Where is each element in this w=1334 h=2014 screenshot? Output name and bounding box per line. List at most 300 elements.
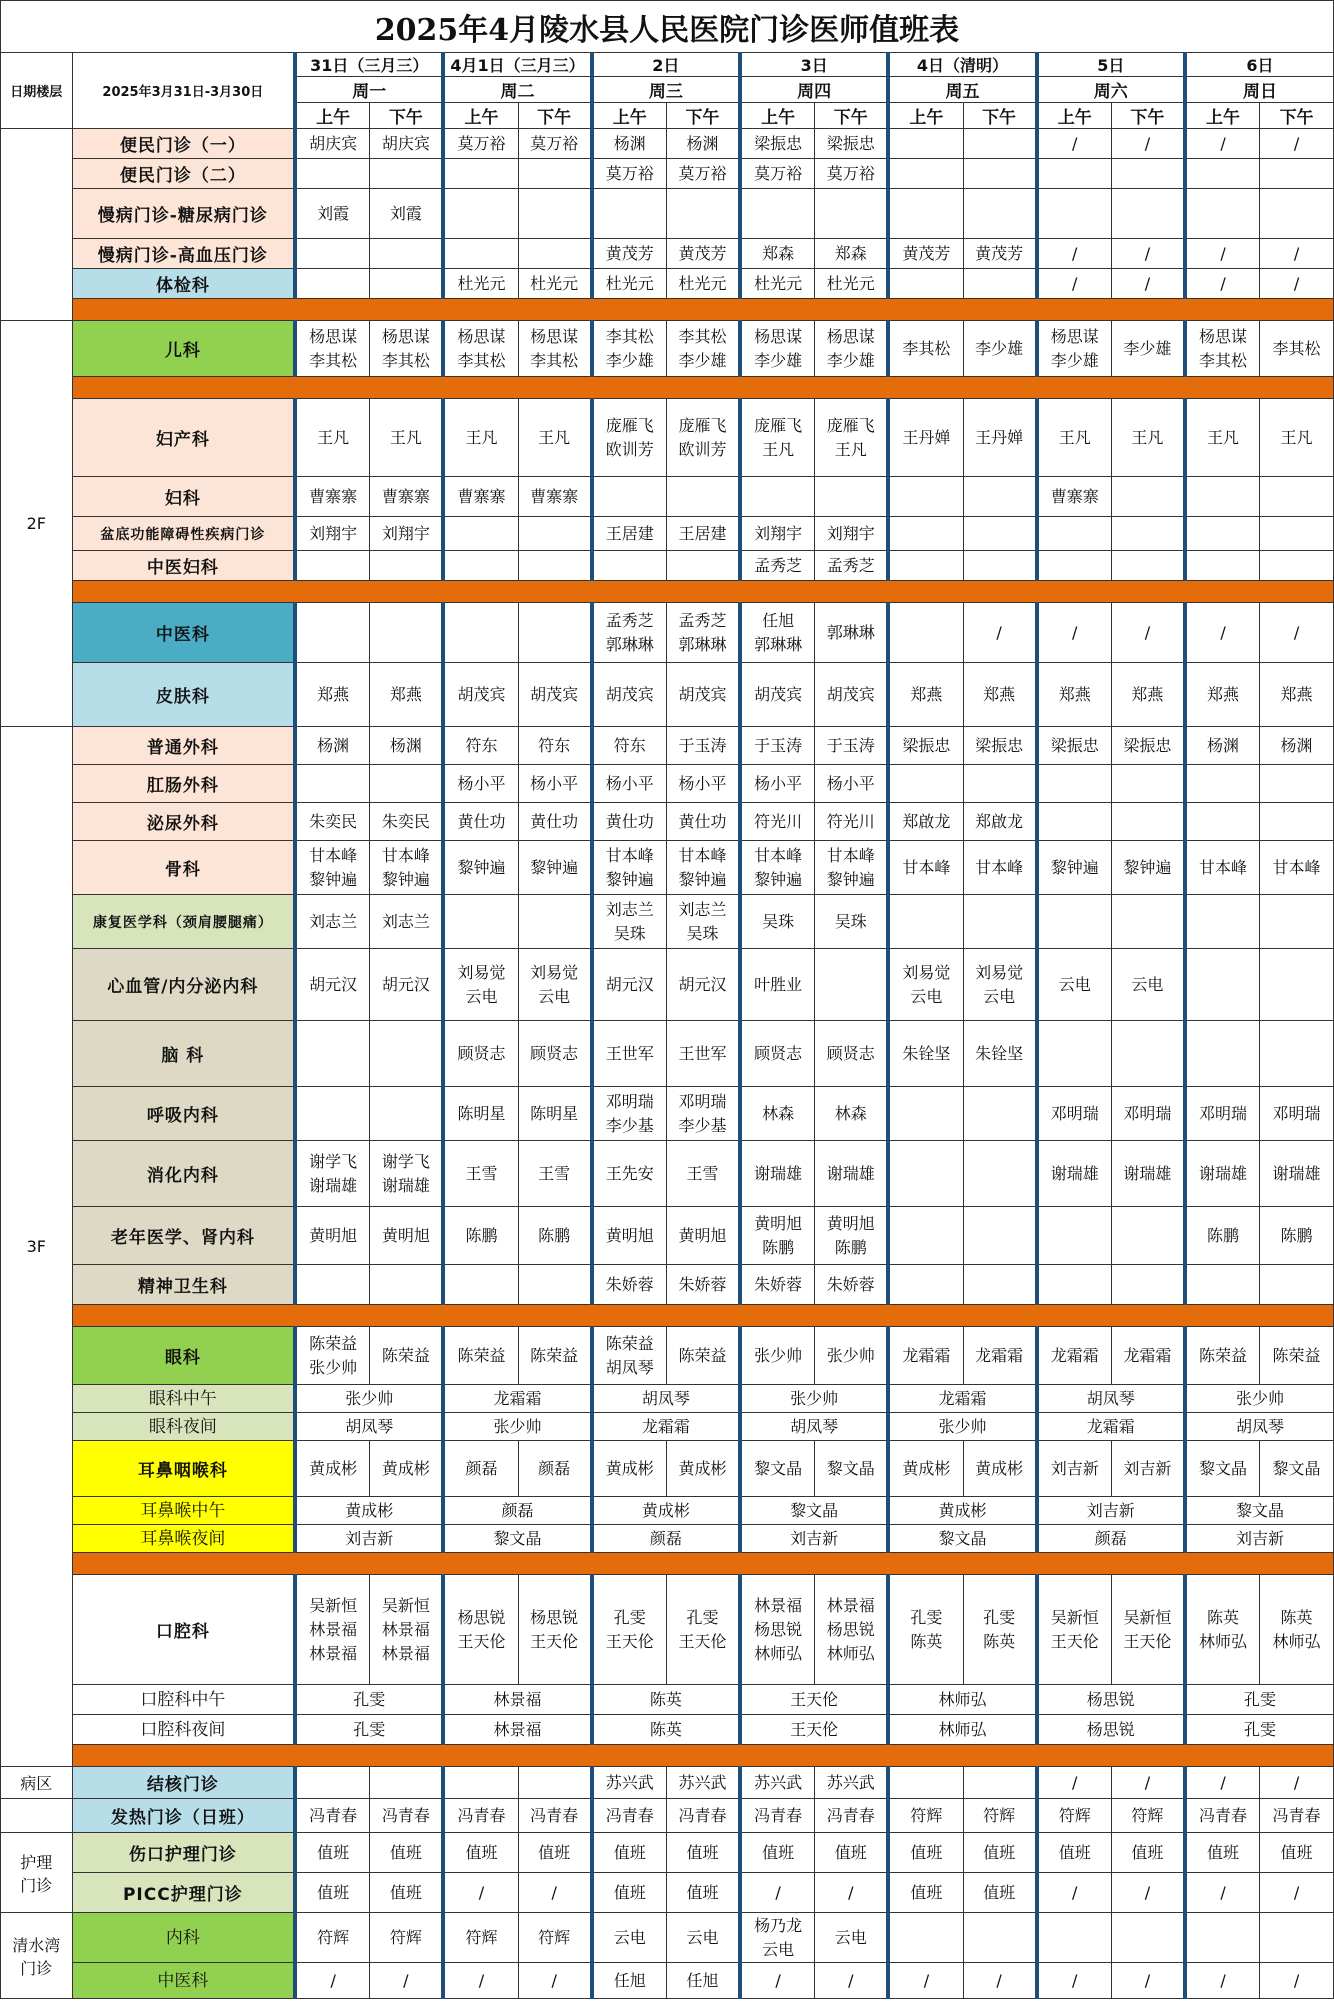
duty-cell: 孔雯 — [1185, 1685, 1334, 1715]
duty-cell — [443, 551, 518, 581]
duty-cell: 朱奕民 — [295, 803, 370, 841]
duty-cell: 值班 — [295, 1873, 370, 1913]
duty-cell: 龙霜霜 — [888, 1385, 1036, 1413]
duty-cell: 黄明旭 陈鹏 — [740, 1207, 815, 1265]
duty-cell: 杨渊 — [370, 727, 444, 765]
duty-cell — [1037, 1265, 1112, 1305]
day-date: 6日 — [1185, 53, 1334, 77]
department-label: 结核门诊 — [72, 1767, 295, 1799]
duty-cell — [370, 1767, 444, 1799]
duty-cell: 张少帅 — [815, 1327, 889, 1385]
duty-cell: 符东 — [443, 727, 518, 765]
duty-cell: 值班 — [888, 1873, 963, 1913]
duty-cell: 孟秀芝 — [740, 551, 815, 581]
duty-cell: 冯青春 — [370, 1799, 444, 1833]
duty-cell — [295, 159, 370, 189]
duty-cell: 冯青春 — [592, 1799, 667, 1833]
duty-cell: 胡庆宾 — [370, 129, 444, 159]
duty-cell: 刘易觉 云电 — [963, 949, 1037, 1021]
duty-cell — [888, 1141, 963, 1207]
duty-cell — [1260, 765, 1334, 803]
duty-cell: 郑燕 — [963, 663, 1037, 727]
duty-cell: 于玉涛 — [740, 727, 815, 765]
am-header: 上午 — [1037, 103, 1112, 129]
duty-cell: 林景福 — [443, 1715, 591, 1745]
duty-cell: 杨小平 — [443, 765, 518, 803]
duty-cell: 陈明星 — [443, 1087, 518, 1141]
duty-cell: 胡元汉 — [295, 949, 370, 1021]
duty-cell: 王天伦 — [740, 1685, 888, 1715]
duty-cell: 吴珠 — [815, 895, 889, 949]
duty-cell — [370, 159, 444, 189]
duty-cell: 谢瑞雄 — [1111, 1141, 1185, 1207]
duty-cell: 于玉涛 — [666, 727, 740, 765]
duty-cell: 谢瑞雄 — [815, 1141, 889, 1207]
duty-cell: 黎钟遍 — [443, 841, 518, 895]
duty-cell: 颜磊 — [592, 1525, 740, 1553]
duty-cell — [295, 269, 370, 299]
corner-label: 日期楼层 — [1, 53, 73, 129]
duty-cell — [666, 551, 740, 581]
duty-cell: 值班 — [370, 1833, 444, 1873]
duty-cell: 胡庆宾 — [295, 129, 370, 159]
duty-cell — [443, 895, 518, 949]
duty-cell: 黄茂芳 — [888, 239, 963, 269]
duty-cell: / — [963, 603, 1037, 663]
duty-cell — [518, 603, 592, 663]
duty-cell: / — [1037, 1873, 1112, 1913]
duty-cell: 甘本峰 黎钟遍 — [815, 841, 889, 895]
duty-cell: 甘本峰 黎钟遍 — [666, 841, 740, 895]
duty-cell: 杜光元 — [592, 269, 667, 299]
department-label: 皮肤科 — [72, 663, 295, 727]
duty-cell: 李少雄 — [963, 321, 1037, 377]
duty-cell: / — [1111, 1873, 1185, 1913]
duty-cell: 郑燕 — [295, 663, 370, 727]
duty-cell: 陈鹏 — [443, 1207, 518, 1265]
duty-cell: 刘吉新 — [1111, 1441, 1185, 1497]
duty-cell: 刘霞 — [370, 189, 444, 239]
duty-cell: 郑燕 — [1260, 663, 1334, 727]
duty-cell — [295, 603, 370, 663]
duty-cell: / — [1185, 603, 1260, 663]
duty-cell — [370, 1087, 444, 1141]
duty-cell — [888, 1265, 963, 1305]
duty-cell: 黄明旭 — [370, 1207, 444, 1265]
duty-cell: 王居建 — [666, 517, 740, 551]
duty-cell: 刘易觉 云电 — [443, 949, 518, 1021]
duty-cell: 刘志兰 吴珠 — [592, 895, 667, 949]
duty-cell: 杨小平 — [518, 765, 592, 803]
duty-cell: 王雪 — [666, 1141, 740, 1207]
duty-cell: 值班 — [815, 1833, 889, 1873]
duty-cell — [963, 129, 1037, 159]
duty-cell: 任旭 — [666, 1963, 740, 1999]
duty-cell — [1111, 1021, 1185, 1087]
duty-cell: 符东 — [518, 727, 592, 765]
duty-cell: 黎文晶 — [1185, 1441, 1260, 1497]
duty-cell: 王先安 — [592, 1141, 667, 1207]
duty-cell: / — [888, 1963, 963, 1999]
duty-cell: 甘本峰 — [1260, 841, 1334, 895]
department-label: 口腔科夜间 — [72, 1715, 295, 1745]
duty-cell — [295, 1087, 370, 1141]
duty-cell — [518, 239, 592, 269]
duty-cell: 莫万裕 — [518, 129, 592, 159]
duty-cell: 黄仕功 — [443, 803, 518, 841]
duty-cell: 王凡 — [1111, 399, 1185, 477]
weekday-label: 周三 — [592, 77, 740, 103]
duty-cell: 张少帅 — [888, 1413, 1036, 1441]
duty-cell: 云电 — [1111, 949, 1185, 1021]
duty-cell: 张少帅 — [1185, 1385, 1334, 1413]
duty-cell: 胡凤琴 — [740, 1413, 888, 1441]
duty-cell: 值班 — [1037, 1833, 1112, 1873]
duty-cell: / — [1037, 129, 1112, 159]
duty-cell: 梁振忠 — [815, 129, 889, 159]
duty-cell: / — [1111, 129, 1185, 159]
duty-cell: 郑森 — [815, 239, 889, 269]
duty-cell: 胡茂宾 — [443, 663, 518, 727]
duty-cell — [1185, 1913, 1260, 1963]
duty-cell — [592, 189, 667, 239]
duty-cell — [1185, 949, 1260, 1021]
department-label: 脑 科 — [72, 1021, 295, 1087]
duty-cell: 莫万裕 — [443, 129, 518, 159]
duty-cell: 黎文晶 — [1185, 1497, 1334, 1525]
duty-cell: 黄成彬 — [963, 1441, 1037, 1497]
duty-cell — [888, 517, 963, 551]
duty-cell — [963, 551, 1037, 581]
duty-cell — [370, 551, 444, 581]
duty-cell: 郑燕 — [1185, 663, 1260, 727]
duty-cell — [963, 1141, 1037, 1207]
duty-cell: 杨小平 — [592, 765, 667, 803]
duty-cell: 符辉 — [295, 1913, 370, 1963]
floor-label: 护理 门诊 — [1, 1833, 73, 1913]
duty-cell: 杨思谋 李其松 — [518, 321, 592, 377]
weekday-label: 周六 — [1037, 77, 1185, 103]
duty-cell — [963, 1207, 1037, 1265]
duty-cell: 颜磊 — [443, 1441, 518, 1497]
duty-cell: 符东 — [592, 727, 667, 765]
duty-cell: 杜光元 — [666, 269, 740, 299]
duty-cell: 胡茂宾 — [666, 663, 740, 727]
day-date: 4月1日（三月三） — [443, 53, 591, 77]
duty-cell: 朱娇蓉 — [592, 1265, 667, 1305]
department-label: 便民门诊（一） — [72, 129, 295, 159]
duty-cell: 王凡 — [370, 399, 444, 477]
pm-header: 下午 — [518, 103, 592, 129]
department-label: 妇科 — [72, 477, 295, 517]
duty-cell — [443, 159, 518, 189]
duty-cell: 陈荣益 — [443, 1327, 518, 1385]
duty-cell: 刘吉新 — [1037, 1497, 1185, 1525]
duty-cell: 甘本峰 黎钟遍 — [295, 841, 370, 895]
duty-cell: / — [518, 1963, 592, 1999]
duty-cell: 黄成彬 — [295, 1497, 443, 1525]
department-label: 耳鼻喉夜间 — [72, 1525, 295, 1553]
duty-cell: 陈荣益 — [666, 1327, 740, 1385]
duty-cell — [1111, 803, 1185, 841]
duty-cell: 朱娇蓉 — [666, 1265, 740, 1305]
duty-cell — [1185, 477, 1260, 517]
duty-cell: 冯青春 — [1185, 1799, 1260, 1833]
duty-cell: 苏兴武 — [740, 1767, 815, 1799]
duty-cell: 杨思谋 李少雄 — [740, 321, 815, 377]
duty-cell: 王雪 — [518, 1141, 592, 1207]
duty-cell: 黄仕功 — [666, 803, 740, 841]
duty-cell: 杨思谋 李少雄 — [1037, 321, 1112, 377]
duty-cell — [1037, 765, 1112, 803]
duty-cell: / — [1111, 239, 1185, 269]
duty-cell: 莫万裕 — [666, 159, 740, 189]
duty-cell: 任旭 — [592, 1963, 667, 1999]
duty-cell — [1185, 895, 1260, 949]
department-label: 骨科 — [72, 841, 295, 895]
duty-cell: 甘本峰 — [1185, 841, 1260, 895]
duty-cell: 杨渊 — [592, 129, 667, 159]
duty-cell: 郑啟龙 — [888, 803, 963, 841]
duty-cell: 刘易觉 云电 — [518, 949, 592, 1021]
duty-cell: 苏兴武 — [592, 1767, 667, 1799]
duty-cell: 杨渊 — [1185, 727, 1260, 765]
duty-cell — [295, 239, 370, 269]
duty-cell: 陈鹏 — [1185, 1207, 1260, 1265]
duty-cell: 胡凤琴 — [295, 1413, 443, 1441]
duty-cell: / — [1037, 239, 1112, 269]
duty-cell — [1260, 1021, 1334, 1087]
duty-cell: 值班 — [1185, 1833, 1260, 1873]
duty-cell — [1037, 189, 1112, 239]
duty-cell: 郭琳琳 — [815, 603, 889, 663]
duty-cell: 顾贤志 — [518, 1021, 592, 1087]
duty-cell: 值班 — [888, 1833, 963, 1873]
am-header: 上午 — [740, 103, 815, 129]
duty-cell: / — [1260, 1963, 1334, 1999]
duty-cell — [518, 895, 592, 949]
duty-cell: 张少帅 — [443, 1413, 591, 1441]
duty-cell: 值班 — [1111, 1833, 1185, 1873]
duty-cell: 刘翔宇 — [740, 517, 815, 551]
duty-cell — [1185, 1265, 1260, 1305]
duty-cell: 曹寨寨 — [370, 477, 444, 517]
duty-cell: 龙霜霜 — [443, 1385, 591, 1413]
duty-cell: 黎钟遍 — [518, 841, 592, 895]
duty-cell: 龙霜霜 — [888, 1327, 963, 1385]
duty-cell: 陈英 林师弘 — [1260, 1575, 1334, 1685]
duty-cell: 杨思锐 — [1037, 1715, 1185, 1745]
duty-cell: 叶胜业 — [740, 949, 815, 1021]
duty-cell — [370, 269, 444, 299]
duty-cell — [1037, 1913, 1112, 1963]
duty-cell — [1260, 477, 1334, 517]
duty-cell — [963, 269, 1037, 299]
duty-cell — [815, 477, 889, 517]
duty-cell: 黄明旭 — [666, 1207, 740, 1265]
day-date: 5日 — [1037, 53, 1185, 77]
duty-cell — [518, 1767, 592, 1799]
duty-cell: 龙霜霜 — [1037, 1413, 1185, 1441]
duty-cell: 值班 — [370, 1873, 444, 1913]
duty-cell — [370, 239, 444, 269]
department-label: 中医科 — [72, 603, 295, 663]
duty-cell — [443, 189, 518, 239]
duty-cell: 谢瑞雄 — [1037, 1141, 1112, 1207]
duty-cell — [666, 189, 740, 239]
department-label: PICC护理门诊 — [72, 1873, 295, 1913]
duty-cell — [1185, 551, 1260, 581]
duty-cell: / — [1111, 269, 1185, 299]
duty-cell: / — [1260, 1767, 1334, 1799]
duty-cell: / — [1037, 1767, 1112, 1799]
duty-cell: 庞雁飞 王凡 — [740, 399, 815, 477]
weekday-label: 周四 — [740, 77, 888, 103]
duty-cell: / — [1260, 129, 1334, 159]
duty-cell: 杨思谋 李其松 — [1185, 321, 1260, 377]
duty-cell: 黄成彬 — [295, 1441, 370, 1497]
floor-label — [1, 1799, 73, 1833]
duty-cell: 邓明瑞 李少基 — [592, 1087, 667, 1141]
duty-cell: 云电 — [666, 1913, 740, 1963]
duty-cell: 郑燕 — [1111, 663, 1185, 727]
floor-label: 清水湾 门诊 — [1, 1913, 73, 1999]
duty-cell: 杨思锐 — [1037, 1685, 1185, 1715]
duty-cell — [1037, 159, 1112, 189]
duty-cell: 王凡 — [295, 399, 370, 477]
duty-cell: 谢学飞 谢瑞雄 — [370, 1141, 444, 1207]
duty-cell: 颜磊 — [518, 1441, 592, 1497]
duty-cell: 符辉 — [963, 1799, 1037, 1833]
duty-cell: 吴新恒 林景福 林景福 — [370, 1575, 444, 1685]
day-date: 4日（清明） — [888, 53, 1036, 77]
duty-cell — [1037, 1207, 1112, 1265]
duty-cell: 朱奕民 — [370, 803, 444, 841]
duty-cell — [1260, 159, 1334, 189]
duty-cell — [518, 551, 592, 581]
department-label: 内科 — [72, 1913, 295, 1963]
duty-cell — [888, 765, 963, 803]
weekday-label: 周二 — [443, 77, 591, 103]
duty-cell — [1037, 895, 1112, 949]
duty-cell: 符辉 — [1037, 1799, 1112, 1833]
department-label: 眼科中午 — [72, 1385, 295, 1413]
duty-cell — [740, 189, 815, 239]
duty-cell — [888, 129, 963, 159]
duty-cell: / — [1260, 1873, 1334, 1913]
duty-cell: 甘本峰 黎钟遍 — [592, 841, 667, 895]
duty-cell: 曹寨寨 — [443, 477, 518, 517]
duty-cell: 孔雯 陈英 — [963, 1575, 1037, 1685]
duty-cell: / — [740, 1873, 815, 1913]
duty-cell: 李其松 — [1260, 321, 1334, 377]
duty-cell: / — [1037, 1963, 1112, 1999]
duty-cell: 黄明旭 — [295, 1207, 370, 1265]
duty-cell: 杨小平 — [815, 765, 889, 803]
department-label: 精神卫生科 — [72, 1265, 295, 1305]
duty-cell — [1185, 765, 1260, 803]
duty-cell: 颜磊 — [1037, 1525, 1185, 1553]
department-label: 慢病门诊-高血压门诊 — [72, 239, 295, 269]
department-label: 耳鼻咽喉科 — [72, 1441, 295, 1497]
duty-cell: 顾贤志 — [443, 1021, 518, 1087]
duty-cell: / — [370, 1963, 444, 1999]
duty-cell — [963, 1087, 1037, 1141]
duty-cell — [1260, 551, 1334, 581]
duty-cell: 李其松 李少雄 — [592, 321, 667, 377]
duty-cell: 云电 — [815, 1913, 889, 1963]
duty-cell: 黄成彬 — [666, 1441, 740, 1497]
weekday-label: 周五 — [888, 77, 1036, 103]
weekday-label: 周日 — [1185, 77, 1334, 103]
department-label: 眼科 — [72, 1327, 295, 1385]
duty-cell: 朱娇蓉 — [815, 1265, 889, 1305]
duty-cell: 郑燕 — [1037, 663, 1112, 727]
duty-cell: 曹寨寨 — [518, 477, 592, 517]
duty-cell — [1260, 949, 1334, 1021]
duty-cell — [1260, 803, 1334, 841]
duty-cell: / — [1185, 129, 1260, 159]
duty-cell — [443, 603, 518, 663]
duty-cell: 龙霜霜 — [963, 1327, 1037, 1385]
duty-cell: / — [740, 1963, 815, 1999]
duty-cell: 林师弘 — [888, 1685, 1036, 1715]
duty-cell: 莫万裕 — [592, 159, 667, 189]
duty-cell — [592, 551, 667, 581]
duty-cell — [443, 1767, 518, 1799]
duty-cell: 张少帅 — [295, 1385, 443, 1413]
department-label: 伤口护理门诊 — [72, 1833, 295, 1873]
duty-cell: 朱铨坚 — [963, 1021, 1037, 1087]
duty-cell — [963, 765, 1037, 803]
duty-cell: 值班 — [963, 1873, 1037, 1913]
duty-cell: 谢瑞雄 — [740, 1141, 815, 1207]
duty-cell: 杜光元 — [443, 269, 518, 299]
duty-cell: 孟秀芝 郭琳琳 — [592, 603, 667, 663]
duty-cell — [592, 477, 667, 517]
duty-cell: 王凡 — [1185, 399, 1260, 477]
duty-cell — [1037, 551, 1112, 581]
duty-cell: 李其松 李少雄 — [666, 321, 740, 377]
duty-cell: 曹寨寨 — [295, 477, 370, 517]
duty-cell — [1111, 1913, 1185, 1963]
pm-header: 下午 — [963, 103, 1037, 129]
duty-cell: 吴新恒 王天伦 — [1037, 1575, 1112, 1685]
department-label: 妇产科 — [72, 399, 295, 477]
duty-cell: 张少帅 — [740, 1385, 888, 1413]
duty-cell — [443, 1265, 518, 1305]
duty-cell: 郑燕 — [370, 663, 444, 727]
duty-cell — [888, 551, 963, 581]
duty-cell: 陈英 — [592, 1715, 740, 1745]
duty-cell: 郑燕 — [888, 663, 963, 727]
duty-cell: / — [1260, 603, 1334, 663]
am-header: 上午 — [1185, 103, 1260, 129]
duty-cell: 朱铨坚 — [888, 1021, 963, 1087]
duty-cell: 刘霞 — [295, 189, 370, 239]
pm-header: 下午 — [1260, 103, 1334, 129]
department-label: 康复医学科（颈肩腰腿痛） — [72, 895, 295, 949]
duty-cell: 邓明瑞 — [1037, 1087, 1112, 1141]
duty-cell: 莫万裕 — [740, 159, 815, 189]
weekday-label: 周一 — [295, 77, 443, 103]
duty-cell: 杜光元 — [518, 269, 592, 299]
duty-cell: 林景福 杨思锐 林师弘 — [815, 1575, 889, 1685]
duty-cell — [1111, 765, 1185, 803]
duty-cell — [1185, 803, 1260, 841]
duty-cell: 值班 — [1260, 1833, 1334, 1873]
duty-cell: 梁振忠 — [888, 727, 963, 765]
